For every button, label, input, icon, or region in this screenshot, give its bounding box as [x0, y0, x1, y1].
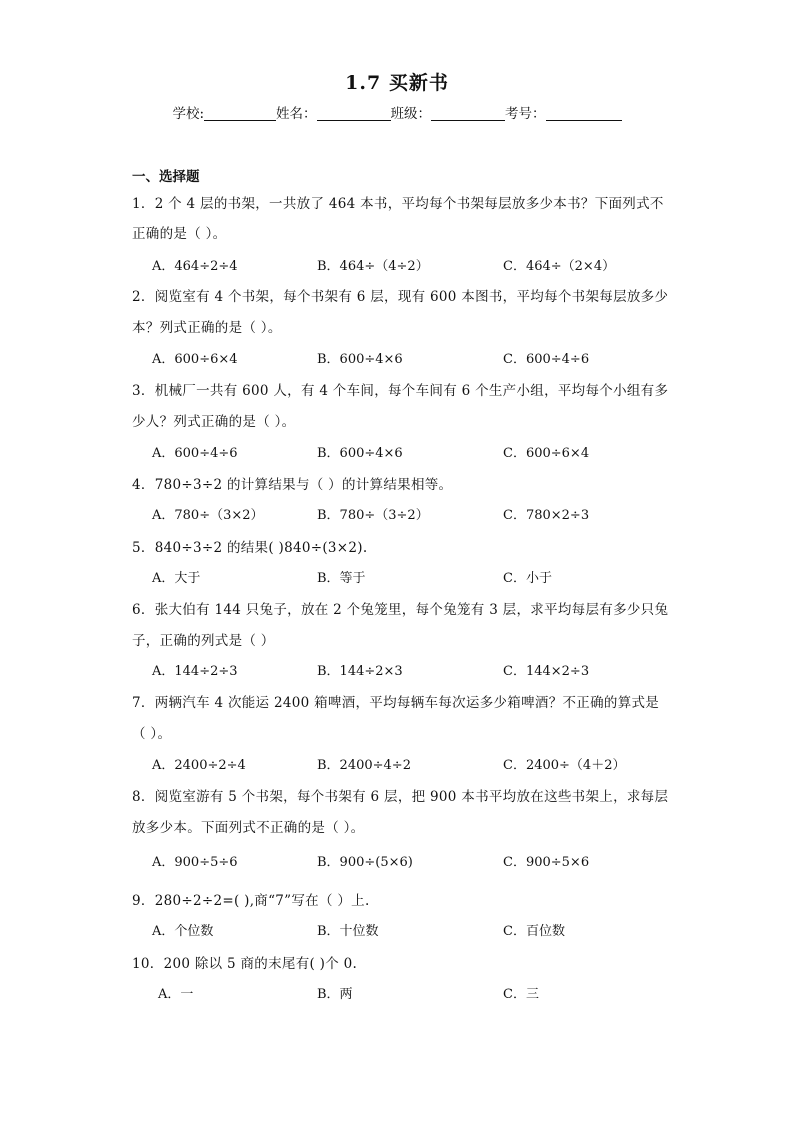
- question-6-option-b[interactable]: B．144÷2×3: [317, 664, 403, 679]
- question-7-option-c[interactable]: C．2400÷（4＋2）: [503, 758, 626, 773]
- question-2-option-b[interactable]: B．600÷4×6: [317, 352, 403, 367]
- question-9-option-b[interactable]: B．十位数: [317, 924, 379, 939]
- question-6-option-a[interactable]: A．144÷2÷3: [152, 664, 238, 679]
- question-1-line-1: 1．2 个 4 层的书架，一共放了 464 本书，平均每个书架每层放多少本书？下面列式不: [132, 196, 664, 212]
- exam-no-label: 考号：: [505, 106, 546, 122]
- question-2-line-1: 2．阅览室有 4 个书架，每个书架有 6 层，现有 600 本图书，平均每个书架每层放多少: [132, 289, 669, 305]
- page-title: 1.7 买新书: [345, 72, 449, 94]
- question-8-line-1: 8．阅览室游有 5 个书架，每个书架有 6 层，把 900 本书平均放在这些书架上，求每层: [132, 789, 669, 805]
- question-4-line-1: 4．780÷3÷2 的计算结果与（ ）的计算结果相等。: [132, 477, 453, 493]
- exam-no-blank[interactable]: [546, 106, 622, 121]
- question-2-line-2: 本？列式正确的是（ ）。: [132, 320, 282, 336]
- question-5-option-b[interactable]: B．等于: [317, 571, 366, 586]
- question-3-line-1: 3．机械厂一共有 600 人，有 4 个车间，每个车间有 6 个生产小组，平均每个小组有多: [132, 383, 669, 399]
- question-10-option-b[interactable]: B．两: [317, 987, 353, 1002]
- question-9-option-a[interactable]: A．个位数: [152, 924, 214, 939]
- question-3-line-2: 少人？列式正确的是（ ）。: [132, 414, 296, 430]
- question-8-option-b[interactable]: B．900÷(5×6): [317, 855, 413, 870]
- question-4-option-a[interactable]: A．780÷（3×2）: [152, 508, 264, 523]
- question-9-option-c[interactable]: C．百位数: [503, 924, 565, 939]
- question-6-option-c[interactable]: C．144×2÷3: [503, 664, 590, 679]
- question-1-option-c[interactable]: C．464÷（2×4）: [503, 259, 616, 274]
- question-5-line-1: 5．840÷3÷2 的结果( )840÷(3×2).: [132, 540, 368, 556]
- question-8-line-2: 放多少本。下面列式不正确的是（ ）。: [132, 820, 365, 836]
- question-4-option-c[interactable]: C．780×2÷3: [503, 508, 590, 523]
- question-1-option-b[interactable]: B．464÷（4÷2）: [317, 259, 429, 274]
- question-3-option-c[interactable]: C．600÷6×4: [503, 446, 590, 461]
- question-1-line-2: 正确的是（ ）。: [132, 226, 227, 242]
- school-label: 学校:: [172, 106, 205, 122]
- student-info-row: [0, 102, 794, 122]
- name-label: 姓名：: [276, 106, 317, 122]
- question-9-line-1: 9．280÷2÷2=( ),商“7”写在（ ）上.: [132, 893, 370, 909]
- section-heading: 一、选择题: [132, 169, 200, 185]
- question-10-option-a[interactable]: A．一: [158, 987, 194, 1002]
- question-10-option-c[interactable]: C．三: [503, 987, 539, 1002]
- question-1-option-a[interactable]: A．464÷2÷4: [152, 259, 238, 274]
- question-5-option-a[interactable]: A．大于: [152, 571, 201, 586]
- question-5-option-c[interactable]: C．小于: [503, 571, 552, 586]
- question-7-option-a[interactable]: A．2400÷2÷4: [152, 758, 246, 773]
- question-2-option-a[interactable]: A．600÷6×4: [152, 352, 238, 367]
- question-7-option-b[interactable]: B．2400÷4÷2: [317, 758, 411, 773]
- question-3-option-b[interactable]: B．600÷4×6: [317, 446, 403, 461]
- school-blank[interactable]: [204, 106, 276, 121]
- question-6-line-1: 6．张大伯有 144 只兔子，放在 2 个兔笼里，每个兔笼有 3 层，求平均每层有多少只兔: [132, 602, 669, 618]
- question-3-option-a[interactable]: A．600÷4÷6: [152, 446, 238, 461]
- question-7-line-1: 7．两辆汽车 4 次能运 2400 箱啤酒，平均每辆车每次运多少箱啤酒？不正确的算式是: [132, 695, 660, 711]
- class-label: 班级：: [390, 106, 432, 122]
- class-blank[interactable]: [431, 106, 505, 121]
- name-blank[interactable]: [317, 106, 391, 121]
- question-7-line-2: （ ）。: [132, 726, 172, 742]
- question-10-line-1: 10．200 除以 5 商的末尾有( )个 0.: [132, 956, 358, 972]
- question-6-line-2: 子，正确的列式是（ ）: [132, 633, 275, 649]
- question-8-option-c[interactable]: C．900÷5×6: [503, 855, 590, 870]
- question-8-option-a[interactable]: A．900÷5÷6: [152, 855, 238, 870]
- question-4-option-b[interactable]: B．780÷（3÷2）: [317, 508, 429, 523]
- question-2-option-c[interactable]: C．600÷4÷6: [503, 352, 590, 367]
